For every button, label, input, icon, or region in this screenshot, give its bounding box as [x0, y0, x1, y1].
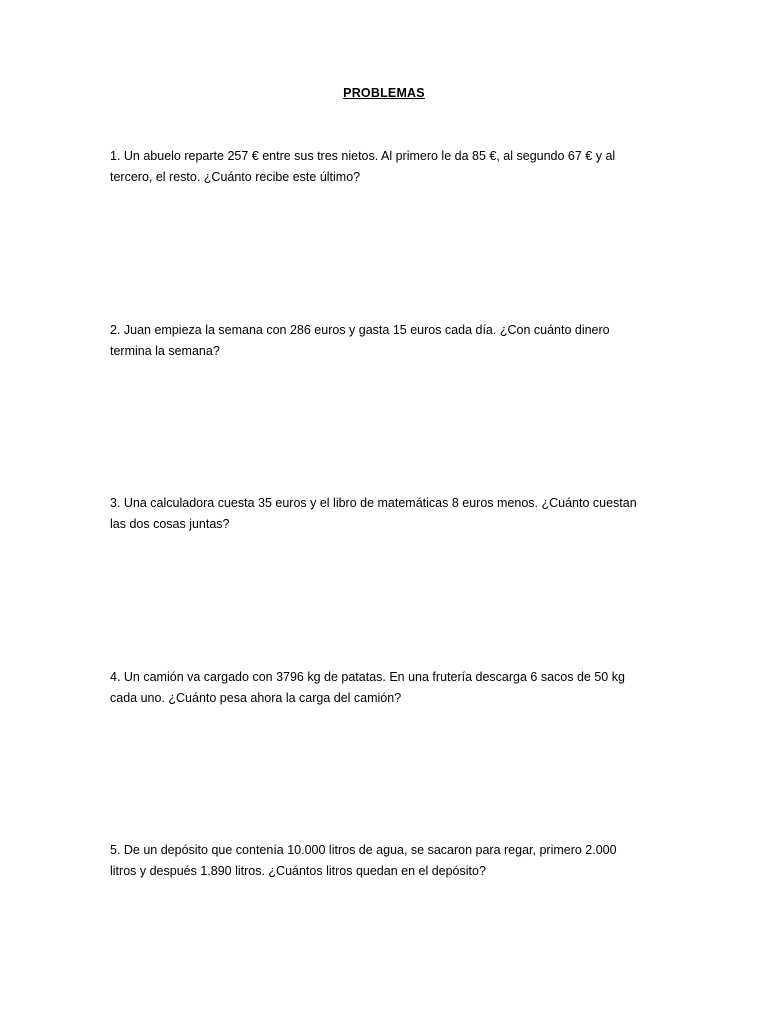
problem-1: [110, 146, 670, 188]
problem-2-line-2: termina la semana?: [110, 344, 220, 358]
document-title: PROBLEMAS: [343, 86, 425, 100]
problem-2: [110, 320, 670, 362]
problem-2-line-1: 2. Juan empieza la semana con 286 euros y gasta 15 euros cada día. ¿Con cuánto dinero: [110, 323, 610, 337]
problem-3: [110, 493, 670, 535]
problem-1-line-2: tercero, el resto. ¿Cuánto recibe este último?: [110, 170, 361, 184]
problem-1-line-1: 1. Un abuelo reparte 257 € entre sus tres nietos. Al primero le da 85 €, al segundo 67 € y al: [110, 149, 616, 163]
problem-4-line-2: cada uno. ¿Cuánto pesa ahora la carga del camión?: [110, 691, 402, 705]
problem-3-line-1: 3. Una calculadora cuesta 35 euros y el libro de matemáticas 8 euros menos. ¿Cuánto cuestan: [110, 496, 637, 510]
problem-4: [110, 667, 670, 709]
problem-4-line-1: 4. Un camión va cargado con 3796 kg de patatas. En una frutería descarga 6 sacos de 50 kg: [110, 670, 625, 684]
problem-5-line-2: litros y después 1.890 litros. ¿Cuántos litros quedan en el depósito?: [110, 864, 486, 878]
problem-3-line-2: las dos cosas juntas?: [110, 517, 230, 531]
problem-5: [110, 840, 670, 882]
problem-5-line-1: 5. De un depósito que contenía 10.000 litros de agua, se sacaron para regar, primero 2.000: [110, 843, 617, 857]
